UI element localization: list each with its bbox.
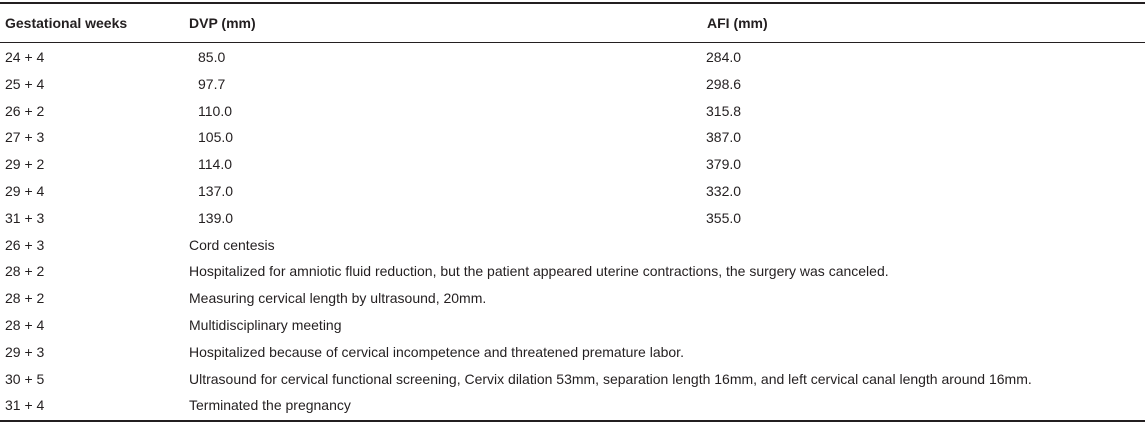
cell-event-note: Ultrasound for cervical functional screening, Cervix dilation 53mm, separation length 16mm, and left cervical canal length around 16mm. [189,370,1032,387]
table-row [0,71,1145,98]
header-gestational-weeks: Gestational weeks [5,15,128,31]
cell-dvp: 85.0 [198,49,226,65]
cell-weeks: 26 + 3 [5,236,45,253]
cell-dvp: 110.0 [198,102,232,119]
table-header-rule [0,42,1145,43]
cell-event-note: Measuring cervical length by ultrasound, 20mm. [189,290,487,307]
event-row [0,258,1145,285]
cell-afi: 387.0 [706,129,742,146]
cell-weeks: 29 + 2 [5,156,45,173]
cell-weeks: 28 + 2 [5,290,45,307]
header-dvp: DVP (mm) [189,15,256,31]
cell-weeks: 24 + 4 [5,49,45,65]
cell-afi: 315.8 [706,102,742,119]
table-row [0,178,1145,205]
cell-dvp: 114.0 [198,156,232,173]
cell-weeks: 25 + 4 [5,75,45,92]
cell-afi: 379.0 [706,156,742,173]
table-row [0,151,1145,178]
table-body [0,44,1145,419]
cell-dvp: 105.0 [198,129,234,146]
cell-afi: 284.0 [706,49,742,65]
cell-weeks: 28 + 4 [5,316,45,333]
cell-weeks: 29 + 3 [5,343,45,360]
event-row [0,285,1145,312]
cell-event-note: Hospitalized for amniotic fluid reduction, but the patient appeared uterine contractions, the surgery was canceled. [189,263,889,280]
cell-weeks: 29 + 4 [5,182,45,199]
cell-dvp: 139.0 [198,209,234,226]
cell-dvp: 137.0 [198,182,234,199]
cell-afi: 298.6 [706,75,742,92]
cell-afi: 355.0 [706,209,742,226]
cell-dvp: 97.7 [198,75,226,92]
table-row [0,98,1145,125]
event-row [0,339,1145,366]
cell-weeks: 31 + 3 [5,209,45,226]
cell-weeks: 27 + 3 [5,129,45,146]
table-header-row [0,4,1145,42]
table-row [0,44,1145,71]
cell-weeks: 30 + 5 [5,370,45,387]
table-bottom-rule [0,420,1145,422]
table-row [0,124,1145,151]
event-row [0,232,1145,259]
cell-weeks: 31 + 4 [5,397,45,414]
cell-weeks: 28 + 2 [5,263,45,280]
event-row [0,312,1145,339]
cell-event-note: Cord centesis [189,236,275,253]
cell-event-note: Multidisciplinary meeting [189,316,342,333]
event-row [0,392,1145,419]
cell-afi: 332.0 [706,182,742,199]
cell-event-note: Terminated the pregnancy [189,397,351,414]
cell-weeks: 26 + 2 [5,102,45,119]
table-row [0,205,1145,232]
event-row [0,366,1145,393]
cell-event-note: Hospitalized because of cervical incompetence and threatened premature labor. [189,343,684,360]
header-afi: AFI (mm) [707,15,768,31]
